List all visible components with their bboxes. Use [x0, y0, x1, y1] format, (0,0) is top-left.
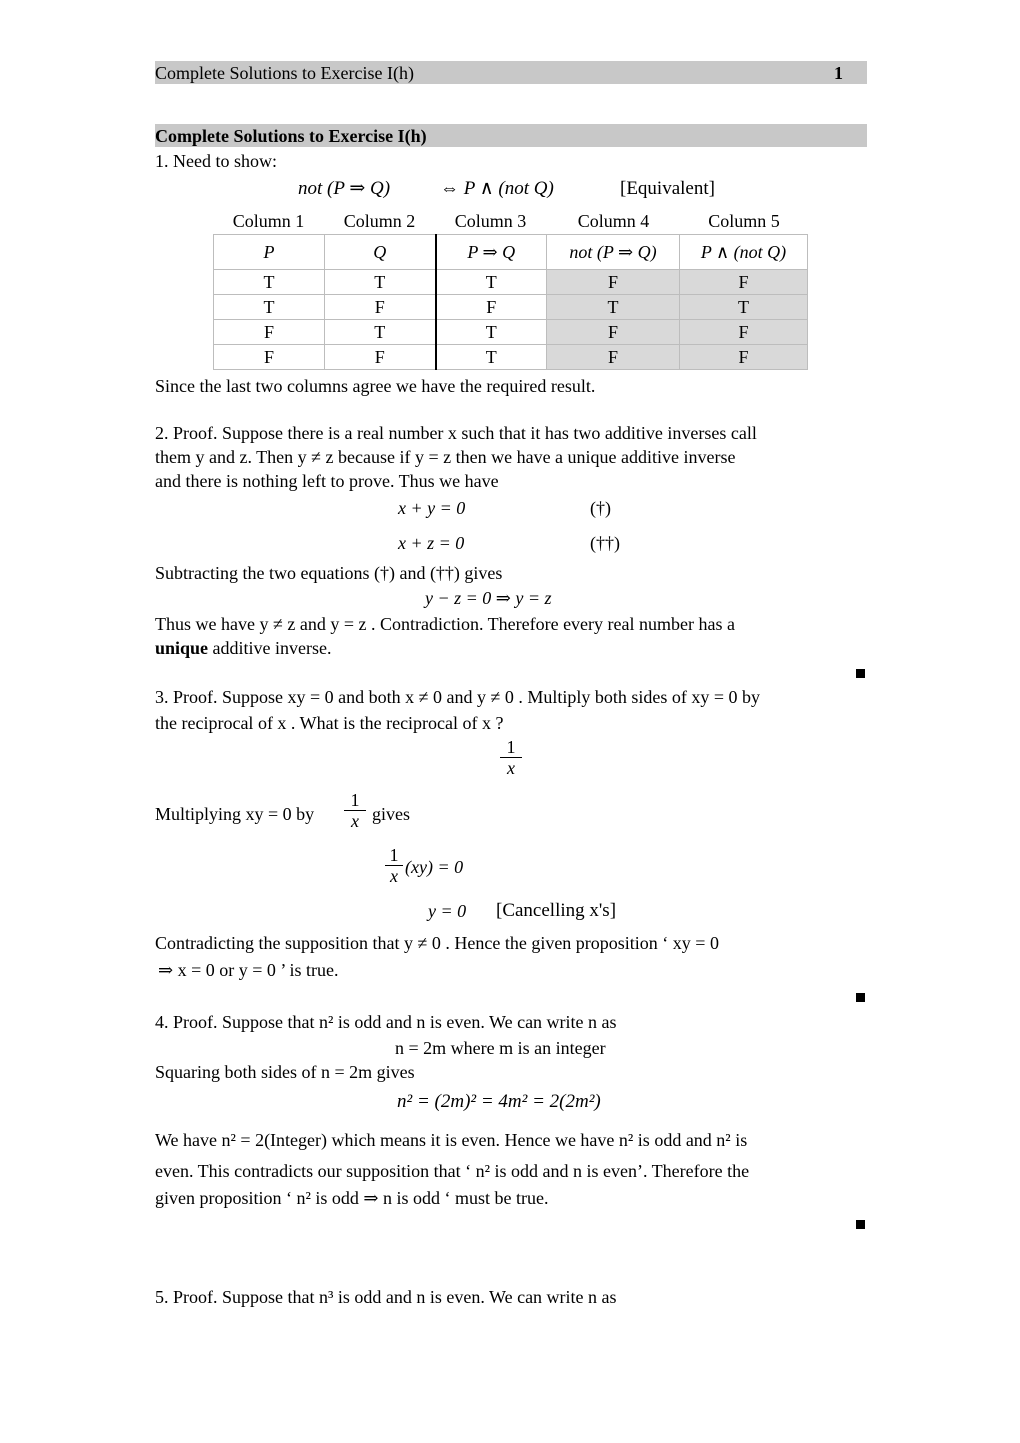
- section-title: Complete Solutions to Exercise I(h): [155, 126, 427, 146]
- table-row: [214, 295, 808, 320]
- q3-line-2: the reciprocal of x . What is the reciprocal of x ?: [155, 713, 504, 733]
- fraction-numerator: 1: [500, 737, 522, 758]
- table-header: Q: [325, 235, 436, 270]
- table-header: P ⇒ Q: [436, 235, 547, 270]
- column-label-1: Column 1: [232, 211, 305, 231]
- qed-mark: [856, 993, 865, 1002]
- q3-equation-a: (xy) = 0: [405, 857, 464, 877]
- q3-eq-fraction: [385, 845, 403, 886]
- table-cell: F: [214, 320, 325, 345]
- q3-gives-text: gives: [372, 804, 410, 824]
- q4-equation-2: n² = (2m)² = 4m² = 2(2m²): [397, 1091, 601, 1112]
- table-cell: F: [547, 320, 680, 345]
- q3-line-4: ⇒ x = 0 or y = 0 ’ is true.: [158, 960, 339, 980]
- q4-equation-1: n = 2m where m is an integer: [395, 1038, 606, 1058]
- q1-statement-left: not (P ⇒ Q): [298, 178, 391, 199]
- q3-multiplying-text: Multiplying xy = 0 by: [155, 804, 315, 824]
- column-label-3: Column 3: [454, 211, 527, 231]
- table-cell: T: [325, 320, 436, 345]
- q2-equation-2-tag: (††): [590, 533, 620, 553]
- table-header: P: [214, 235, 325, 270]
- column-label-2: Column 2: [343, 211, 416, 231]
- table-cell: F: [547, 345, 680, 370]
- table-cell: F: [325, 345, 436, 370]
- column-label-4: Column 4: [577, 211, 650, 231]
- table-cell: T: [680, 295, 808, 320]
- q4-line-1: 4. Proof. Suppose that n² is odd and n is even. We can write n as: [155, 1012, 617, 1032]
- column-label-5: Column 5: [708, 211, 780, 231]
- table-header: P ∧ (not Q): [680, 235, 808, 270]
- table-cell: T: [214, 270, 325, 295]
- table-cell: F: [325, 295, 436, 320]
- q2-equation-2: x + z = 0: [398, 533, 465, 553]
- q1-statement-mid: ⇔ P ∧ (not Q): [440, 178, 554, 199]
- table-header: not (P ⇒ Q): [547, 235, 680, 270]
- q3-multiplier-fraction: [344, 790, 366, 831]
- header-title: Complete Solutions to Exercise I(h): [155, 63, 414, 83]
- table-cell: T: [547, 295, 680, 320]
- truth-table: [213, 234, 808, 370]
- table-row: [214, 270, 808, 295]
- q3-reciprocal-fraction: [500, 737, 522, 778]
- q1-conclusion: Since the last two columns agree we have the required result.: [155, 376, 596, 396]
- fraction-denominator: x: [351, 811, 359, 831]
- q5-line-1: 5. Proof. Suppose that n³ is odd and n is even. We can write n as: [155, 1287, 617, 1307]
- q4-line-5: given proposition ‘ n² is odd ⇒ n is odd ‘ must be true.: [155, 1188, 549, 1208]
- q4-line-3: We have n² = 2(Integer) which means it is even. Hence we have n² is odd and n² is: [155, 1130, 748, 1150]
- table-cell: F: [214, 345, 325, 370]
- q3-equation-b-note: [Cancelling x's]: [496, 900, 617, 921]
- q1-intro: 1. Need to show:: [155, 151, 277, 171]
- q2-line-6: [155, 637, 332, 659]
- q4-line-2: Squaring both sides of n = 2m gives: [155, 1062, 415, 1082]
- table-row: [214, 345, 808, 370]
- q2-line-4: Subtracting the two equations (†) and (††) gives: [155, 563, 503, 583]
- page-number: 1: [834, 63, 843, 83]
- table-row: [214, 320, 808, 345]
- table-cell: F: [680, 270, 808, 295]
- q2-line-5: Thus we have y ≠ z and y = z . Contradiction. Therefore every real number has a: [155, 614, 735, 634]
- fraction-numerator: 1: [344, 790, 366, 811]
- q3-line-1: 3. Proof. Suppose xy = 0 and both x ≠ 0 and y ≠ 0 . Multiply both sides of xy = 0 by: [155, 687, 761, 707]
- q2-line-6-rest: additive inverse.: [208, 638, 332, 658]
- q3-equation-b: y = 0: [428, 901, 467, 921]
- q2-line-3: and there is nothing left to prove. Thus we have: [155, 471, 499, 491]
- q2-line-1: 2. Proof. Suppose there is a real number x such that it has two additive inverses call: [155, 423, 757, 443]
- q3-line-3: Contradicting the supposition that y ≠ 0 . Hence the given proposition ‘ xy = 0: [155, 933, 719, 953]
- fraction-denominator: x: [507, 758, 515, 778]
- q4-line-4: even. This contradicts our supposition that ‘ n² is odd and n is even’. Therefore the: [155, 1161, 750, 1181]
- table-cell: T: [436, 270, 547, 295]
- fraction-numerator: 1: [385, 845, 403, 866]
- q1-statement-note: [Equivalent]: [620, 178, 715, 199]
- table-cell: T: [436, 345, 547, 370]
- table-cell: T: [436, 320, 547, 345]
- qed-mark: [856, 1220, 865, 1229]
- q2-line-2: them y and z. Then y ≠ z because if y = z then we have a unique additive inverse: [155, 447, 736, 467]
- fraction-denominator: x: [390, 866, 398, 886]
- q2-unique-bold: unique: [155, 638, 209, 658]
- table-cell: F: [680, 320, 808, 345]
- q2-equation-1: x + y = 0: [398, 498, 466, 518]
- table-cell: F: [547, 270, 680, 295]
- table-cell: T: [325, 270, 436, 295]
- table-cell: T: [214, 295, 325, 320]
- qed-mark: [856, 669, 865, 678]
- table-cell: F: [436, 295, 547, 320]
- truth-table-header-row: [214, 235, 808, 270]
- q2-equation-3: y − z = 0 ⇒ y = z: [425, 588, 552, 608]
- q2-equation-1-tag: (†): [590, 498, 611, 518]
- table-cell: F: [680, 345, 808, 370]
